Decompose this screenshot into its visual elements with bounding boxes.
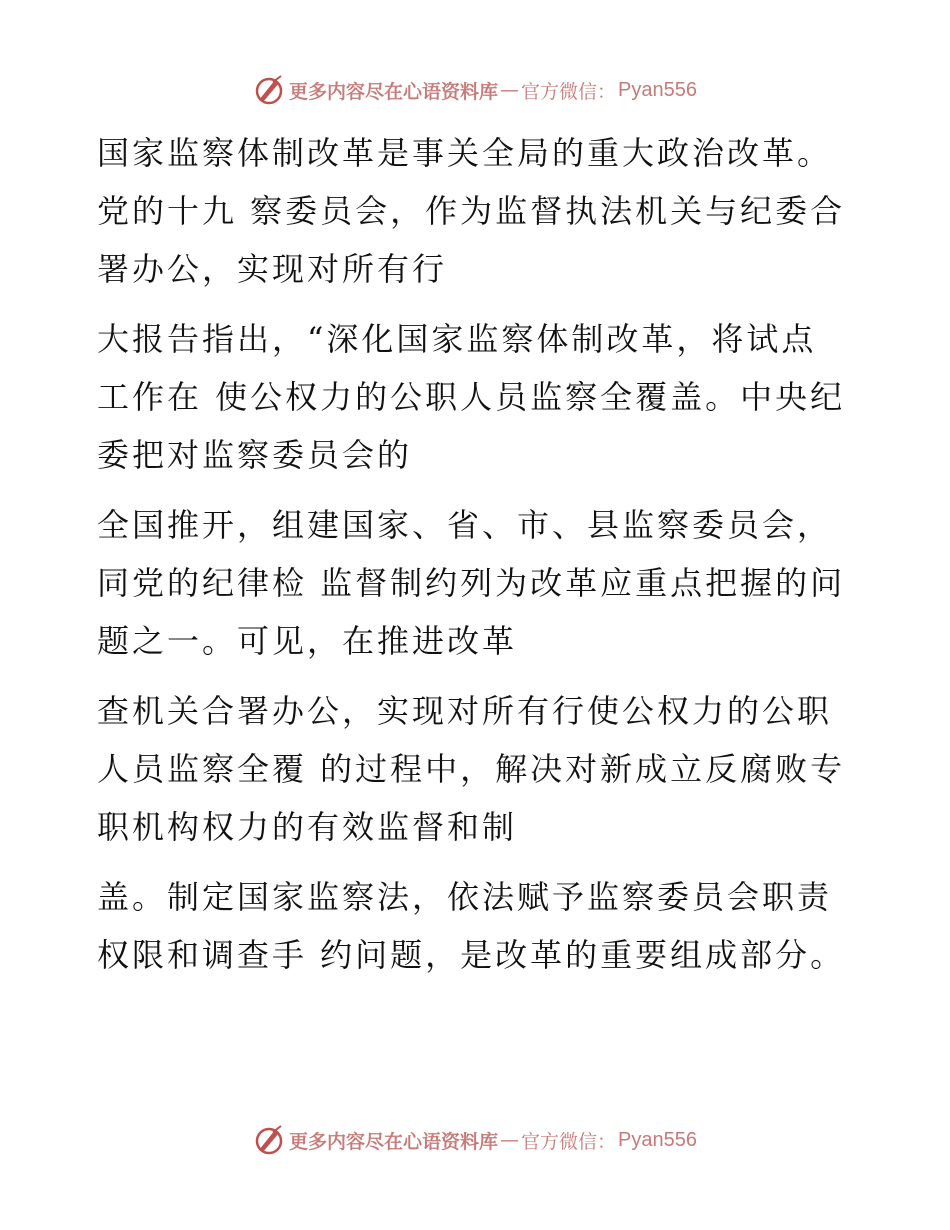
banner-wechat-label: 官方微信： <box>521 1130 617 1153</box>
text-line: 权限和调查手 约问题，是改革的重要组成部分。 <box>97 936 846 974</box>
text-line: 全国推开，组建国家、省、市、县监察委员会， <box>97 506 833 544</box>
text-line: 盖。制定国家监察法，依法赋予监察委员会职责 <box>97 878 833 916</box>
quill-pen-logo-icon <box>253 1124 285 1156</box>
text-line: 人员监察全覆 的过程中，解决对新成立反腐败专 <box>97 750 846 788</box>
text-line: 查机关合署办公，实现对所有行使公权力的公职 <box>97 692 833 730</box>
banner-slogan: 更多内容尽在心语资料库 <box>289 1130 499 1153</box>
text-line: 题之一。可见，在推进改革 <box>97 622 518 660</box>
text-line: 党的十九 察委员会，作为监督执法机关与纪委合 <box>97 192 846 230</box>
text-line: 国家监察体制改革是事关全局的重大政治改革。 <box>97 134 833 172</box>
paragraph-1 <box>97 124 846 298</box>
document-body <box>97 124 846 996</box>
banner-dash: — <box>500 79 520 101</box>
banner-dash: — <box>500 1129 520 1151</box>
text-line: 委把对监察委员会的 <box>97 436 413 474</box>
paragraph-5 <box>97 868 846 984</box>
banner-wechat-id: Pyan556 <box>618 1128 697 1151</box>
text-line: 工作在 使公权力的公职人员监察全覆盖。中央纪 <box>97 378 846 416</box>
banner-slogan: 更多内容尽在心语资料库 <box>289 80 499 103</box>
paragraph-4 <box>97 682 846 856</box>
paragraph-3 <box>97 496 846 670</box>
footer-banner <box>0 1120 950 1160</box>
quill-pen-logo-icon <box>253 74 285 106</box>
text-line: 职机构权力的有效监督和制 <box>97 808 518 846</box>
banner-wechat-id: Pyan556 <box>618 78 697 101</box>
text-line: 署办公，实现对所有行 <box>97 250 448 288</box>
header-banner <box>0 70 950 110</box>
banner-wechat-label: 官方微信： <box>521 80 617 103</box>
paragraph-2 <box>97 310 846 484</box>
text-line: 大报告指出，“深化国家监察体制改革，将试点 <box>97 320 817 358</box>
text-line: 同党的纪律检 监督制约列为改革应重点把握的问 <box>97 564 846 602</box>
